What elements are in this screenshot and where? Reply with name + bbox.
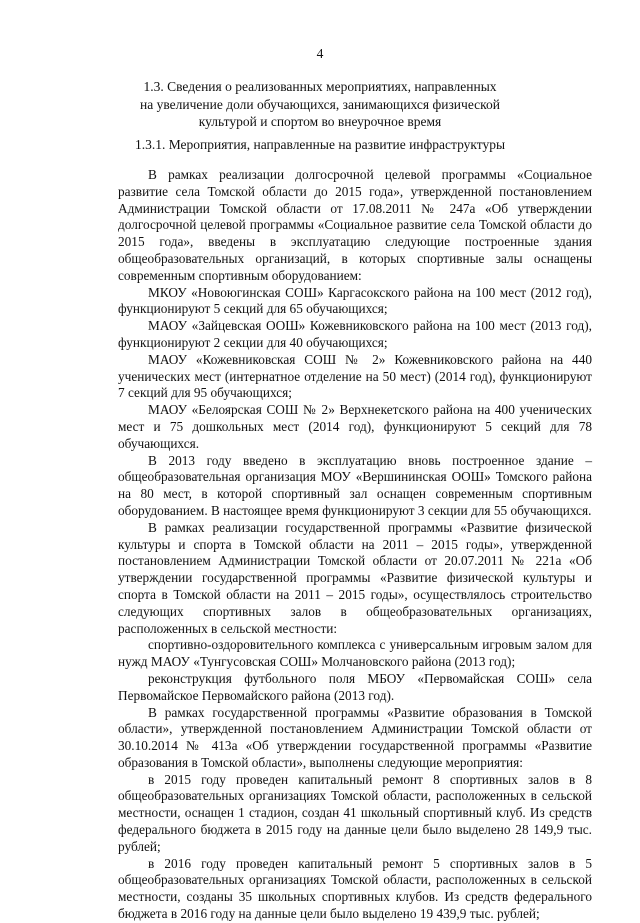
page-number: 4 bbox=[316, 46, 324, 61]
paragraph: спортивно-оздоровительного комплекса с универсальным игровым залом для нужд МАОУ «Тунгусовская СОШ» Молчановского района (2013 год); bbox=[118, 637, 592, 670]
section-title-line: культурой и спортом во внеурочное время bbox=[198, 114, 442, 129]
paragraph: в 2015 году проведен капитальный ремонт 8 спортивных залов в 8 общеобразовательных организациях Томской области, расположенных в сельской местности, оснащен 1 стадион, создан 41 школьный спортивный клуб. Из средств федерального бюджета в 2015 году на данные цели было выделено 28 149,9 тыс. рублей; bbox=[118, 771, 592, 854]
paragraph: В рамках государственной программы «Развитие образования в Томской области», утвержденной постановлением Администрации Томской области от 30.10.2014 № 413а «Об утверждении государственной программы «Развитие образования в Томской области», выполнены следующие мероприятия: bbox=[118, 704, 592, 770]
body-text bbox=[118, 167, 592, 923]
paragraph: В 2013 году введено в эксплуатацию вновь построенное здание – общеобразовательная организация МОУ «Вершининская ООШ» Томского района на 80 мест, в которой спортивный зал оснащен современным спортивным оборудованием. В настоящее время функционируют 3 секции для 55 обучающихся. bbox=[118, 452, 592, 518]
paragraph: МАОУ «Кожевниковская СОШ № 2» Кожевниковского района на 440 ученических мест (интернатное отделение на 50 мест) (2014 год), функционируют 7 секций для 95 обучающихся; bbox=[118, 351, 592, 401]
paragraph: МАОУ «Зайцевская ООШ» Кожевниковского района на 100 мест (2013 год), функционируют 2 секции для 40 обучающихся; bbox=[118, 318, 592, 350]
section-title-line: 1.3. Сведения о реализованных мероприятиях, направленных bbox=[143, 79, 497, 94]
paragraph: МАОУ «Белоярская СОШ № 2» Верхнекетского района на 400 ученических мест и 75 дошкольных мест (2014 год), функционируют 5 секций для 78 обучающихся. bbox=[118, 402, 592, 451]
paragraph: реконструкция футбольного поля МБОУ «Первомайская СОШ» села Первомайское Первомайского района (2013 год). bbox=[118, 670, 592, 703]
paragraph: в 2016 году проведен капитальный ремонт 5 спортивных залов в 5 общеобразовательных организациях Томской области, расположенных в сельской местности, созданы 35 школьных спортивных клубов. Из средств федерального бюджета в 2016 году на данные цели было выделено 19 439,9 тыс. рублей; bbox=[118, 855, 592, 922]
paragraph: В рамках реализации долгосрочной целевой программы «Социальное развитие села Томской области до 2015 года», утвержденной постановлением Администрации Томской области от 17.08.2011 № 247а «Об утверждении долгосрочной целевой программы «Социальное развитие села Томской области до 2015 года», введены в эксплуатацию следующие построенные здания общеобразовательных организаций, в которых спортивные залы оснащены современным спортивным оборудованием: bbox=[118, 167, 592, 283]
section-title-line: на увеличение доли обучающихся, занимающихся физической bbox=[140, 96, 500, 112]
section-title bbox=[110, 78, 530, 131]
subsection-title: 1.3.1. Мероприятия, направленные на развитие инфраструктуры bbox=[134, 137, 506, 152]
paragraph: МКОУ «Новоюгинская СОШ» Каргасокского района на 100 мест (2012 год), функционируют 5 секций для 65 обучающихся; bbox=[118, 284, 592, 317]
paragraph: В рамках реализации государственной программы «Развитие физической культуры и спорта в Томской области на 2011 – 2015 годы», утвержденной постановлением Администрации Томской области от 20.07.2011 № 221а «Об утверждении государственной программы «Развитие физической культуры и спорта в Томской области на 2011 – 2015 годы», осуществлялось строительство следующих спортивных залов в общеобразовательных организациях, расположенных в сельской местности: bbox=[118, 519, 592, 636]
